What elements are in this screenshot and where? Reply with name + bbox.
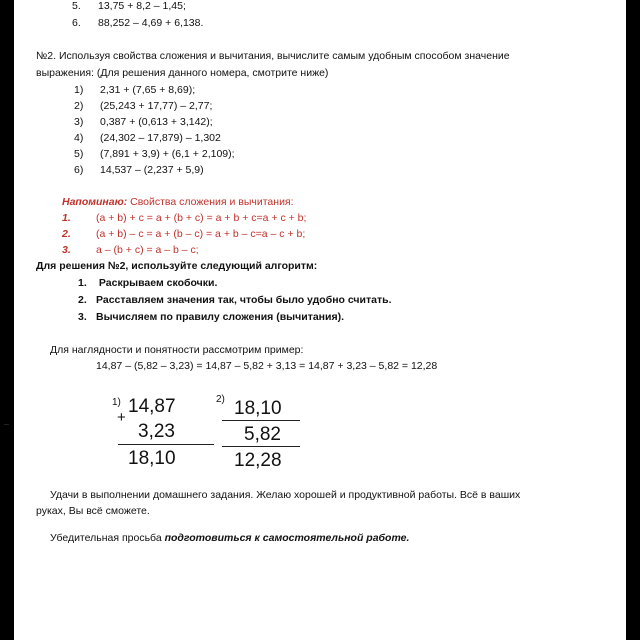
task2-item: 4) (24,302 – 17,879) – 1,302 xyxy=(74,132,221,144)
closing-line1: Удачи в выполнении домашнего задания. Желаю хорошей и продуктивной работы. Всё в ваших xyxy=(50,489,521,501)
column1-label: 1) xyxy=(112,397,121,408)
plus-sign: + xyxy=(117,409,126,426)
column1-top-number: 14,87 xyxy=(128,396,176,417)
column1-sum-line xyxy=(118,444,214,445)
margin-dash xyxy=(4,424,9,425)
document-page xyxy=(14,0,626,640)
reminder-rule: 3. a – (b + c) = a – b – c; xyxy=(62,244,199,256)
algorithm-step: 2. Расставляем значения так, чтобы было удобно считать. xyxy=(78,294,392,306)
column2-bottom-number: 5,82 xyxy=(244,424,281,445)
reminder-rule: 2. (a + b) – c = a + (b – c) = a + b – c=a – c + b; xyxy=(62,228,306,240)
task2-statement-line2: выражения: (Для решения данного номера, смотрите ниже) xyxy=(36,67,329,79)
algorithm-heading: Для решения №2, используйте следующий алгоритм: xyxy=(36,260,318,272)
column2-difference-line xyxy=(222,446,300,447)
task2-item: 1) 2,31 + (7,65 + 8,69); xyxy=(74,84,196,96)
task2-item: 6) 14,537 – (2,237 + 5,9) xyxy=(74,164,204,176)
column2-top-number: 18,10 xyxy=(234,398,282,419)
example-intro: Для наглядности и понятности рассмотрим пример: xyxy=(50,344,304,356)
reminder-title: Напоминаю: Свойства сложения и вычитания: xyxy=(62,196,294,208)
column2-label: 2) xyxy=(216,394,225,405)
column2-result: 12,28 xyxy=(234,450,282,471)
example-equation: 14,87 – (5,82 – 3,23) = 14,87 – 5,82 + 3,13 = 14,87 + 3,23 – 5,82 = 12,28 xyxy=(96,360,438,372)
column1-result: 18,10 xyxy=(128,448,176,469)
closing-line2: руках, Вы всё сможете. xyxy=(36,505,150,517)
task2-item: 5) (7,891 + 3,9) + (6,1 + 2,109); xyxy=(74,148,235,160)
reminder-rule: 1. (a + b) + c = a + (b + c) = a + b + c=a + c + b; xyxy=(62,212,307,224)
list-item: 5. 13,75 + 8,2 – 1,45; xyxy=(72,0,186,12)
algorithm-step: 1. Раскрываем скобочки. xyxy=(78,277,218,289)
task2-statement-line1: №2. Используя свойства сложения и вычитания, вычислите самым удобным способом значение xyxy=(36,50,510,62)
algorithm-step: 3. Вычисляем по правилу сложения (вычитания). xyxy=(78,311,345,323)
closing-request: Убедительная просьба подготовиться к самостоятельной работе. xyxy=(50,532,410,544)
task2-item: 2) (25,243 + 17,77) – 2,77; xyxy=(74,100,213,112)
task2-item: 3) 0,387 + (0,613 + 3,142); xyxy=(74,116,213,128)
column2-top-line xyxy=(222,420,300,421)
column1-bottom-number: 3,23 xyxy=(138,421,175,442)
list-item: 6. 88,252 – 4,69 + 6,138. xyxy=(72,17,204,29)
